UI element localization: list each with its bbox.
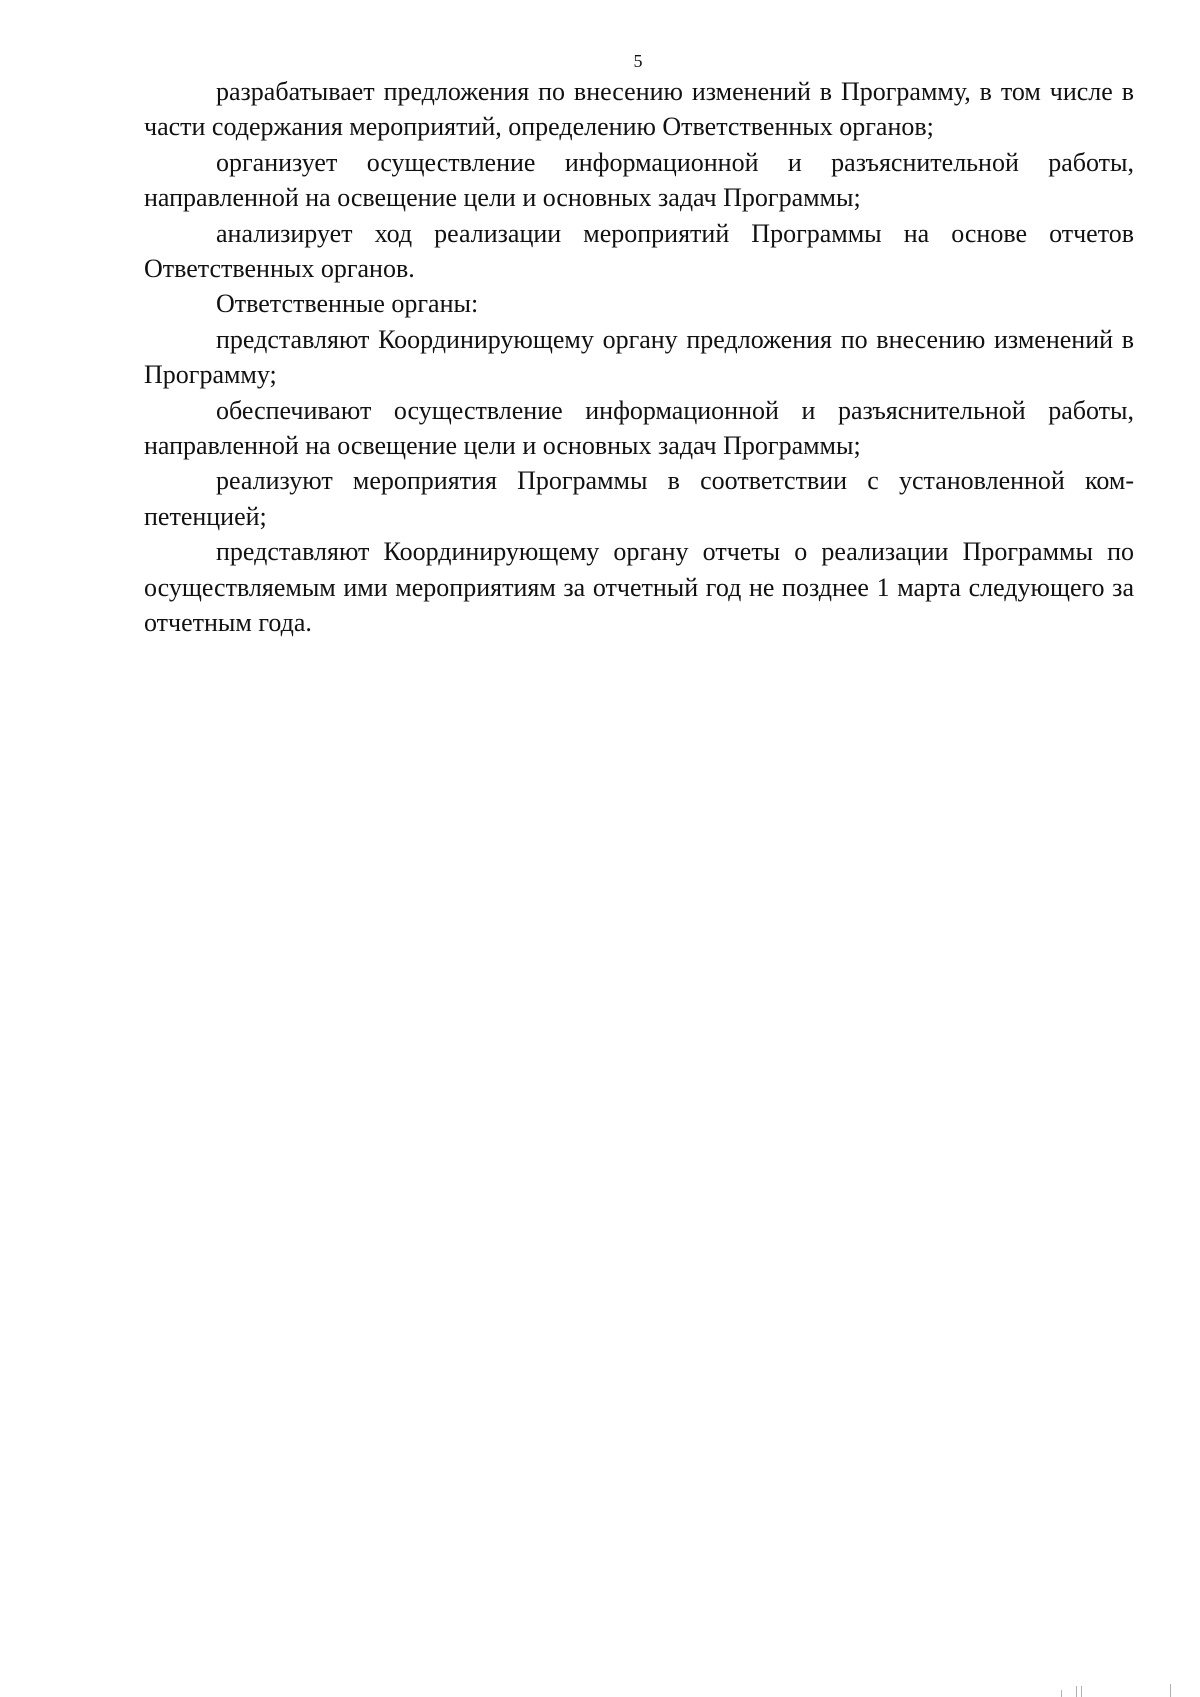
scan-artifact — [1170, 1684, 1171, 1697]
paragraph: анализирует ход реализации мероприятий Программы на основе отчетов Ответственных органов. — [144, 218, 1134, 284]
scan-artifact — [1076, 1686, 1077, 1697]
page-number: 5 — [633, 51, 643, 71]
scan-artifact — [1061, 1690, 1062, 1697]
document-body — [144, 74, 1134, 641]
paragraph: разрабатывает предложения по внесению изменений в Программу, в том числе в части содержания мероприятий, определению Ответственных органов; — [144, 77, 1134, 142]
paragraph: организует осуществление информационной и разъяснительной работы, направленной на освещение цели и основных задач Программы; — [144, 147, 1134, 213]
paragraph: реализуют мероприятия Программы в соответствии с установленной компетенцией; — [144, 466, 1134, 531]
scan-artifact — [1081, 1686, 1082, 1697]
paragraph: Ответственные органы: — [216, 289, 479, 319]
paragraph: представляют Координирующему органу отчеты о реализации Программы по осуществляемым ими мероприятиям за отчетный год не позднее 1 марта следующего за отчетным года. — [144, 537, 1134, 638]
paragraph: представляют Координирующему органу предложения по внесению изменений в Программу; — [144, 324, 1134, 390]
paragraph: обеспечивают осуществление информационной и разъяснительной работы, направленной на освещение цели и основных задач Программы; — [144, 395, 1134, 461]
